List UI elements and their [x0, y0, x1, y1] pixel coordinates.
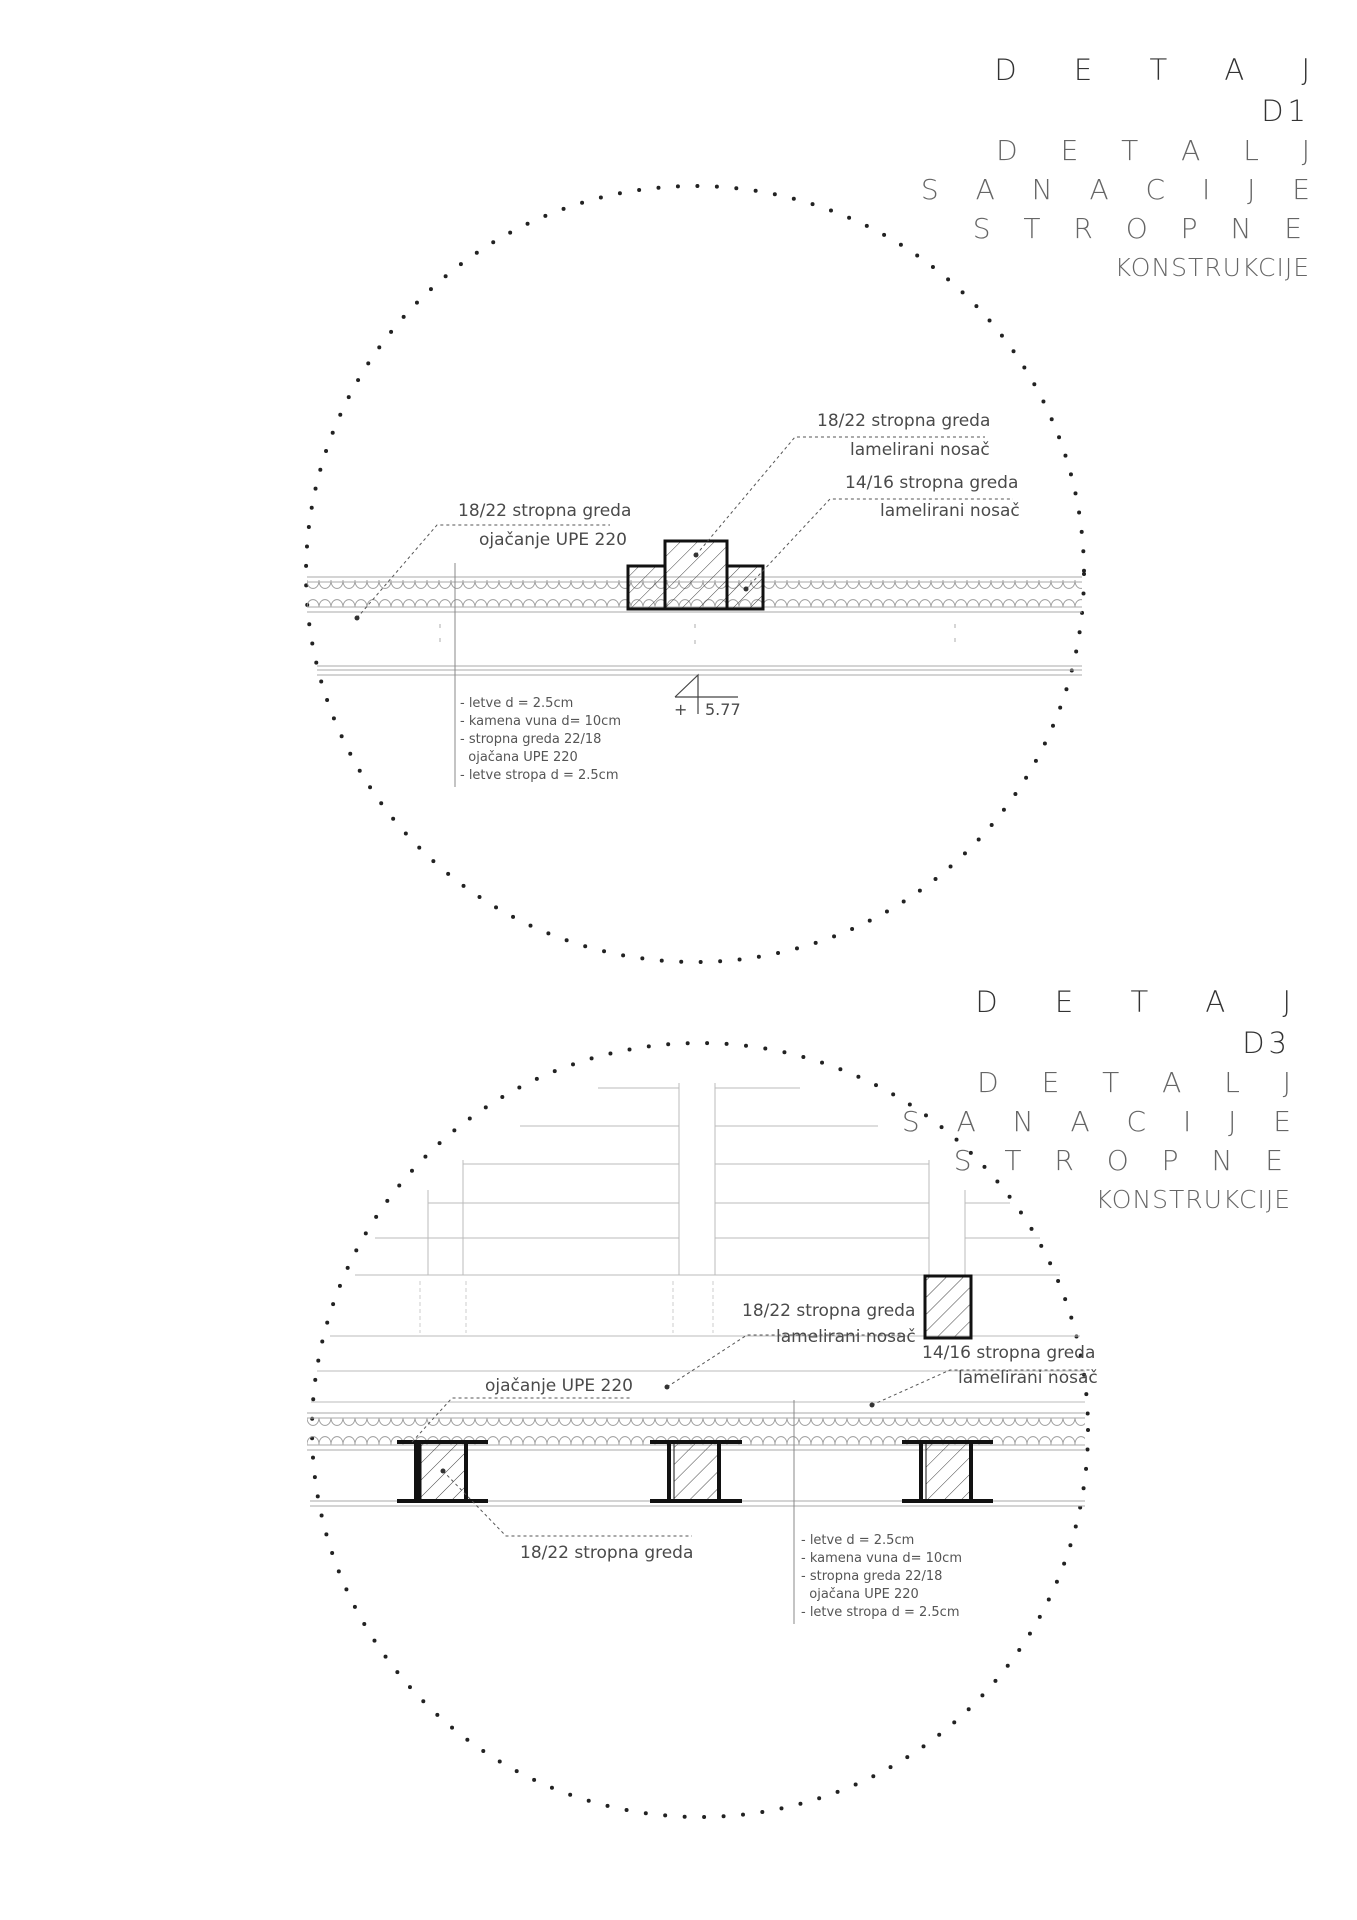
elevation-sign: +	[674, 700, 688, 719]
layer-list	[801, 1533, 962, 1620]
detail-d1	[306, 186, 1084, 962]
layer-item: - letve stropa d = 2.5cm	[460, 768, 619, 783]
title-konstrukcije: KONSTRUKCIJE	[1095, 1185, 1291, 1214]
label-beam-side-2: lamelirani nosač	[880, 501, 1020, 521]
label-upe: ojačanje UPE 220	[485, 1376, 633, 1396]
hidden-lines	[420, 1281, 713, 1333]
layer-item: - stropna greda 22/18	[460, 732, 602, 747]
layer-item: ojačana UPE 220	[801, 1587, 919, 1602]
elevation-marker	[674, 675, 741, 719]
title-code: D1	[1261, 94, 1310, 128]
title-detaj: D E T A J	[994, 53, 1334, 87]
reinforced-beam-3	[902, 1442, 993, 1501]
title-konstrukcije: KONSTRUKCIJE	[1114, 253, 1310, 282]
layer-item: - kamena vuna d= 10cm	[460, 714, 621, 729]
detail-d3	[307, 1043, 1098, 1817]
title-code: D3	[1242, 1026, 1291, 1060]
layer-list	[460, 696, 621, 783]
beam-18-22-section	[925, 1276, 971, 1338]
title-sanacije: S A N A C I J E	[901, 1105, 1305, 1138]
ceiling-laths	[317, 666, 1082, 675]
layer-item: - letve d = 2.5cm	[801, 1533, 915, 1548]
label-beam-side-1: 14/16 stropna greda	[845, 473, 1019, 493]
label-beam-bottom: 18/22 stropna greda	[520, 1543, 694, 1563]
beam-18-22-main	[665, 541, 727, 609]
label-beam-main-1: 18/22 stropna greda	[817, 411, 991, 431]
title-detaj: D E T A J	[975, 985, 1315, 1019]
layer-item: - stropna greda 22/18	[801, 1569, 943, 1584]
layer-item: - letve d = 2.5cm	[460, 696, 574, 711]
label-reinforced-1: 18/22 stropna greda	[458, 501, 632, 521]
title-detalj: D E T A L J	[977, 1066, 1308, 1099]
title-sanacije: S A N A C I J E	[920, 173, 1324, 206]
label-beam-side-2: lamelirani nosač	[958, 1368, 1098, 1388]
layer-item: - letve stropa d = 2.5cm	[801, 1605, 960, 1620]
title-stropne: S T R O P N E	[972, 212, 1314, 245]
label-beam-main-2: lamelirani nosač	[850, 440, 990, 460]
label-beam-main-1: 18/22 stropna greda	[742, 1301, 916, 1321]
label-beam-main-2: lamelirani nosač	[776, 1327, 916, 1347]
title-detalj: D E T A L J	[996, 134, 1327, 167]
elevation-value: 5.77	[705, 700, 741, 719]
layer-item: ojačana UPE 220	[460, 750, 578, 765]
label-beam-side-1: 14/16 stropna greda	[922, 1343, 1096, 1363]
beam-14-16-left	[628, 566, 665, 609]
label-reinforced-2: ojačanje UPE 220	[479, 530, 627, 550]
hidden-joist-markers	[440, 624, 955, 644]
title-stropne: S T R O P N E	[953, 1144, 1295, 1177]
layer-item: - kamena vuna d= 10cm	[801, 1551, 962, 1566]
reinforced-beam-2	[650, 1442, 742, 1501]
